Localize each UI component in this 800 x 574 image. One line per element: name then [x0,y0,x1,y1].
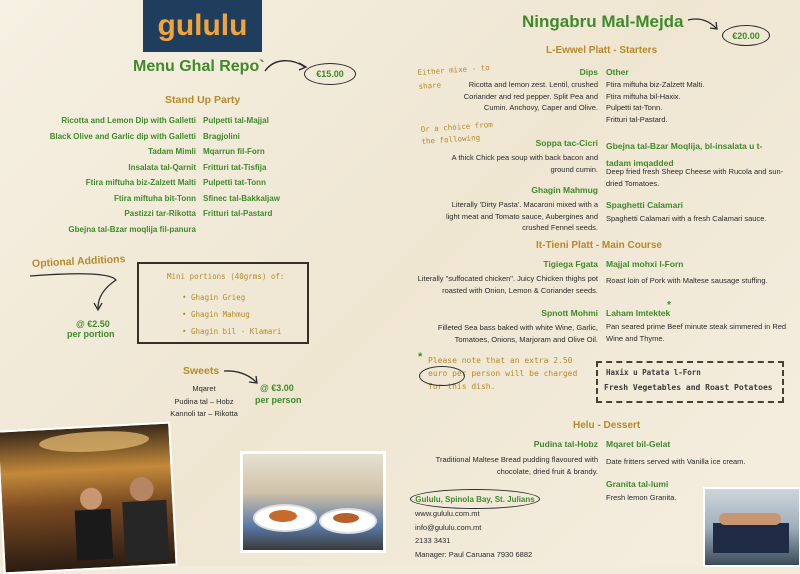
food-shape [269,510,297,522]
standup-right-list [203,113,313,222]
starters-heading: L-Ewwel Platt - Starters [546,45,658,56]
pudina-title: Pudina tal-Hobz [533,439,598,449]
umbrella-shape [39,429,150,455]
other-item: Ftira miftuha bil-Haxix. [606,91,681,101]
optional-unit: per portion [67,329,115,339]
menu-item: Tadam Mimli [148,147,196,156]
menu-item: Gbejna tal-Bzar moqlija fil-panura [68,224,196,234]
main-heading: It-Tieni Platt - Main Course [536,240,662,251]
contact-phone: 2133 3431 [415,536,451,545]
other-item: Ftira miftuha biz-Zalzett Malti. [606,80,705,89]
menu-item: Mqarrun fil-Forn [203,147,265,156]
menu-item: Pastizzi tar-Rikotta [124,209,196,218]
left-price-badge: €15.00 [304,63,356,85]
granita-title: Granita tal-lumi [606,479,669,489]
sweets-list [158,383,250,421]
staff-photo [703,487,800,567]
sweets-heading: Sweets [183,365,220,377]
menu-item: Pulpetti tal-Majjal [203,116,269,125]
arrow-icon [263,57,309,75]
person-shape [75,509,114,561]
granita-desc: Fresh lemon Granita. [606,493,677,502]
menu-item: Sfinec tal-Bakkaljaw [203,193,280,203]
arrow-icon [28,272,124,314]
note-star: * [418,351,423,363]
contact-web[interactable]: www.gululu.com.mt [415,509,480,518]
menu-item: Fritturi tat-Tisfija [203,162,267,172]
other-item: Fritturi tal-Pastard. [606,114,668,124]
standup-left-list [20,113,196,237]
standup-heading: Stand Up Party [165,94,241,106]
staff-faces-shape [719,513,781,525]
veg-line2: Fresh Vegetables and Roast Potatoes [604,383,773,392]
staff-group-shape [713,523,789,553]
sweets-item: Pudina tal – Hobz [174,396,234,406]
left-menu-title: Menu Ghal Repo` [133,58,265,75]
sweets-item: Mqaret [192,384,216,393]
mqaret-desc: Date fritters served with Vanilla ice cream. [606,457,746,466]
spaghetti-desc: Spaghetti Calamari with a fresh Calamari sauce. [606,214,767,223]
food-shape [333,513,359,523]
menu-item: Black Olive and Garlic dip with Galletti [49,131,196,141]
contact-manager: Manager: Paul Caruana 7930 6882 [415,549,533,559]
other-title: Other [606,67,629,77]
right-price-badge: €20.00 [722,25,770,46]
mqaret-title: Mqaret bil-Gelat [606,439,671,449]
dips-title: Dips [579,67,598,77]
mini-heading: Mini portions (40grms) of: [167,272,285,281]
choice-note: Or a choice from the following [420,119,494,146]
spnott-desc: Filleted Sea bass baked with white Wine, Garlic, Tomatoes, Onions, Marjoram and Olive Oil. [437,323,598,344]
spnott-title: Spnott Mohmi [541,308,598,318]
laham-star: * [667,300,671,311]
menu-item: Pulpetti tat-Tonn [203,178,266,187]
person-shape [129,477,154,502]
arrow-icon [222,368,262,388]
other-list [606,79,786,125]
tigiega-desc: Literally "suffocated chicken". Juicy Chicken thighs pot roasted with Onion, Lemon & Coriander seeds. [417,274,598,295]
tigiega-title: Tigiega Fgata [543,259,598,269]
contact-email[interactable]: info@gululu.com.mt [415,522,482,532]
sweets-unit: per person [255,395,302,405]
mini-list [182,289,281,340]
other-item: Pulpetti tat-Tonn. [606,103,663,112]
laham-desc: Pan seared prime Beef minute steak simmered in Red Wine and Thyme. [606,322,787,343]
ghagin-title: Ghagin Mahmug [531,185,598,195]
person-shape [79,487,102,510]
vegetables-box [596,361,784,403]
sweets-price: @ €3.00 [260,383,294,393]
optional-price: @ €2.50 [76,319,110,329]
arrow-icon [686,14,720,34]
majjal-title: Majjal mohxi l-Forn [606,259,684,269]
contact-title: Gululu, Spinola Bay, St. Julians [410,489,540,509]
menu-item: Fritturi tal-Pastard [203,209,273,218]
soppa-desc: A thick Chick pea soup with back bacon and ground cumin. [451,153,598,174]
dips-desc: Ricotta and lemon zest. Lentil, crushed Coriander and red pepper. Split Pea and Cumin. Anchovy, Caper and Olive. [463,80,598,112]
dish-photo [240,451,386,553]
gbejna-desc: Deep fried fresh Sheep Cheese with Rucola and sun-dried Tomatoes. [606,167,784,188]
ghagin-desc: Literally 'Dirty Pasta'. Macaroni mixed with a light meat and Tomato sauce, Aubergines and crushed Fennel seeds. [445,200,598,232]
right-menu-title: Ningabru Mal-Mejda [522,12,684,31]
restaurant-photo [0,422,178,574]
mini-portions-box [137,262,309,344]
gululu-logo: gululu [143,0,262,52]
menu-item: Ftira miftuha biz-Zalzett Malti [85,178,196,187]
price-circle [419,366,465,386]
mini-item: • Ghagin bil - Klamari [182,327,282,336]
pudina-desc: Traditional Maltese Bread pudding flavoured with chocolate, dried fruit & brandy. [435,455,598,476]
optional-heading: Optional Additions [31,253,126,270]
majjal-desc: Roast loin of Pork with Maltese sausage stuffing. [606,276,768,285]
veg-line1: Haxix u Patata l-Forn [606,368,701,377]
soppa-title: Soppa tac-Cicri [535,138,598,148]
menu-item: Insalata tal-Qarnit [128,162,196,172]
menu-item: Ricotta and Lemon Dip with Galletti [61,116,196,125]
contact-block [415,507,532,561]
person-shape [122,500,169,562]
sweets-item: Kannoli tar – Rikotta [170,409,238,418]
spaghetti-title: Spaghetti Calamari [606,200,683,210]
menu-item: Bragjolini [203,131,240,141]
laham-title: Laham Imtektek [606,308,671,318]
extra-charge-note: Please note that an extra 2.50 euro per person will be charged for this dish. [428,356,578,391]
mini-item: • Ghagin Mahmug [182,310,250,319]
dessert-heading: Helu - Dessert [573,420,641,431]
menu-item: Ftira miftuha bit-Tonn [113,193,196,203]
mini-item: • Ghagin Grieg [182,293,246,302]
gbejna-title: Gbejna tal-Bzar Moqlija, bl-insalata u t-tadam imqadded [606,141,763,168]
either-note: Either mixe - to share [417,62,490,91]
